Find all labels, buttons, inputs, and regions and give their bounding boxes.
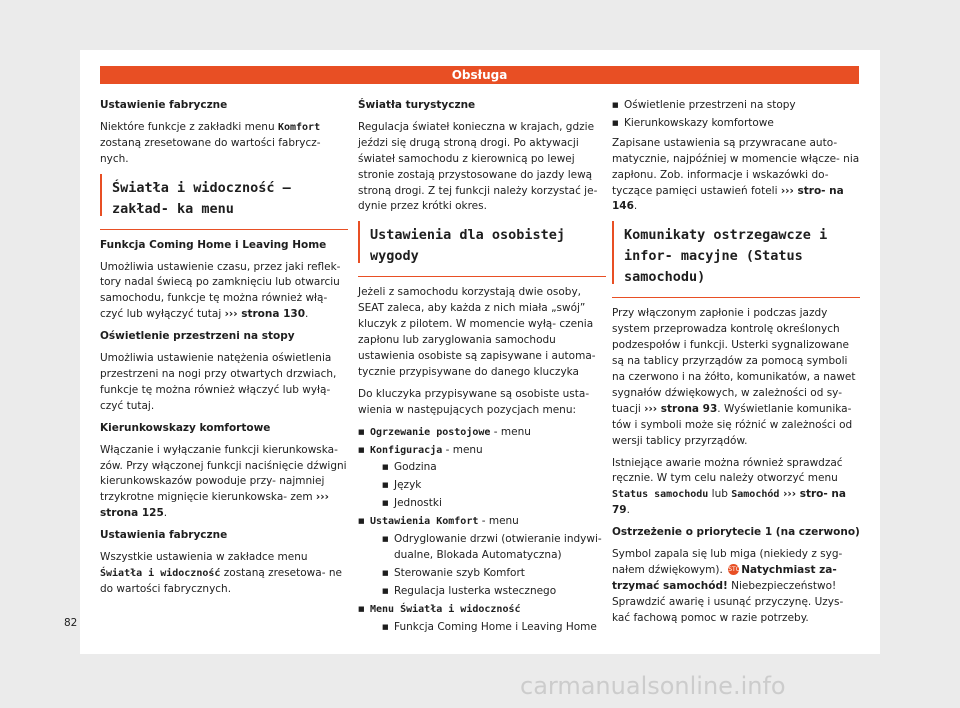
heading-ustawienie-fabryczne: Ustawienie fabryczne xyxy=(100,99,228,111)
sub-list xyxy=(370,620,606,636)
list-item: ■ Odryglowanie drzwi (otwieranie indywi- dualne, Blokada Automatyczna) xyxy=(382,532,606,564)
page-reference-link[interactable]: ››› strona 130 xyxy=(224,308,306,321)
list-item: ■ Kierunkowskazy komfortowe xyxy=(612,116,860,132)
heading-coming-home: Funkcja Coming Home i Leaving Home xyxy=(100,238,327,251)
paragraph-kluczyk: Jeżeli z samochodu korzystają dwie osoby, SEAT zaleca, aby każda z nich miała „swój” kluczyk z pilotem. W momencie wyłą- czenia zapłonu lub zaryglowania samochodu ustawienia osobiste są zapisywane i automa- tycznie przypisywane do danego kluczyka xyxy=(358,286,596,378)
paragraph-pozycje-menu: Do kluczyka przypisywane są osobiste usta- wienia w następujących pozycjach menu: xyxy=(358,387,590,416)
list-item: ■ Ogrzewanie postojowe - menu xyxy=(358,425,606,441)
column-3 xyxy=(612,98,860,633)
paragraph-priorytet-1: Symbol zapala się lub miga (niekiedy z syg- nałem dźwiękowym). STOPNatychmiast za- trzymać samochód! Niebezpieczeństwo! Sprawdzić awarię i usunąć przyczynę. Uzys- kać fachową pomoc w razie potrzeby. xyxy=(612,548,844,624)
menu-items-list xyxy=(358,425,606,636)
section-title-komunikaty: Komunikaty ostrzegawcze i infor- macyjne (Status samochodu) xyxy=(612,221,860,298)
heading-priorytet-1: Ostrzeżenie o priorytecie 1 (na czerwono) xyxy=(612,526,860,539)
list-item: ■ Jednostki xyxy=(382,496,606,512)
continued-list xyxy=(612,98,860,132)
stop-warning-icon: STOP xyxy=(728,566,745,574)
watermark: carmanualsonline.info xyxy=(520,672,786,700)
list-item: ■ Konfiguracja - menu ■ Godzina ■ Język ■ Jednostki xyxy=(358,443,606,513)
paragraph-system-kontrola: Przy włączonym zapłonie i podczas jazdy system przeprowadza kontrolę określonych podzespołów i funkcji. Usterki sygnalizowane są na tablicy przyrządów za pomocą symboli na czerwono i na żółto, komunikatów, a nawet sygnałów dźwiękowych, w zależności od sy- tuacji ››› strona 93. Wyświetlanie komunika- tów i symboli może się różnić w zależności od wersji tablicy przyrządów. xyxy=(612,307,856,447)
menu-name-komfort: Komfort xyxy=(277,121,321,133)
list-item: ■ Oświetlenie przestrzeni na stopy xyxy=(612,98,860,114)
heading-oswietlenie: Oświetlenie przestrzeni na stopy xyxy=(100,330,295,343)
page-reference-link[interactable]: ››› stro- na 79 xyxy=(612,488,846,517)
heading-kierunkowskazy: Kierunkowskazy komfortowe xyxy=(100,421,271,434)
column-1 xyxy=(100,98,348,604)
list-item: ■ Menu Światła i widoczność ■ Funkcja Coming Home i Leaving Home xyxy=(358,602,606,636)
list-item: ■ Język xyxy=(382,478,606,494)
list-item: ■ Ustawienia Komfort - menu ■ Odryglowanie drzwi (otwieranie indywi- dualne, Blokada Automatyczna) ■ Sterowanie szyb Komfort ■ Regulacja lusterka wstecznego xyxy=(358,514,606,600)
paragraph-kierunkowskazy: Włączanie i wyłączanie funkcji kierunkowska- zów. Przy włączonej funkcji naciśnięcie dźwigni kierunkowskazów powoduje przy- najmniej trzykrotne mignięcie kierunkowska- zem ››› strona 125. xyxy=(100,443,347,520)
list-item: ■ Godzina xyxy=(382,460,606,476)
page-number: 82 xyxy=(64,617,78,629)
paragraph-oswietlenie: Umożliwia ustawienie natężenia oświetlenia przestrzeni na nogi przy otwartych drzwiach, funkcje tę można również włączyć lub wyłą- czyć tutaj. xyxy=(100,352,337,412)
page-reference-link[interactable]: ››› strona 125 xyxy=(100,491,329,520)
heading-ustawienia-fabryczne: Ustawienia fabryczne xyxy=(100,529,228,542)
page-reference-link[interactable]: ››› stro- na 146 xyxy=(612,184,844,213)
section-title-osobista-wygoda: Ustawienia dla osobistej wygody xyxy=(358,221,606,277)
paragraph-awarie: Istniejące awarie można również sprawdzać ręcznie. W tym celu należy otworzyć menu Status samochodu lub Samochód ››› stro- na 79. xyxy=(612,456,846,517)
menu-name-swiatla: Światła i widoczność xyxy=(100,567,221,579)
paragraph-swiatla-turystyczne: Regulacja świateł konieczna w krajach, gdzie jeździ się drugą stroną drogi. Po aktywacji świateł samochodu z kierownicą po lewej stronie zostają przystosowane do jazdy lewą stroną drogi. Z tej funkcji należy korzystać je- dynie przez krótki okres. xyxy=(358,120,598,213)
page-reference-link[interactable]: ››› strona 93 xyxy=(644,402,718,415)
paragraph-ustawienia-fabryczne: Wszystkie ustawienia w zakładce menu Światła i widoczność zostaną zresetowa- ne do wartości fabrycznych. xyxy=(100,551,342,595)
list-item: ■ Funkcja Coming Home i Leaving Home xyxy=(382,620,606,636)
sub-list xyxy=(370,532,606,600)
paragraph-ustawienie-fabryczne: Niektóre funkcje z zakładki menu Komfort zostaną zresetowane do wartości fabrycz- nych. xyxy=(100,120,321,165)
list-item: ■ Regulacja lusterka wstecznego xyxy=(382,584,606,600)
paragraph-zapisane: Zapisane ustawienia są przywracane auto- matycznie, najpóźniej w momencie włącze- nia zapłonu. Zob. informacje i wskazówki do- tyczące pamięci ustawień foteli ››› stro- na 146. xyxy=(612,136,860,213)
list-item: ■ Sterowanie szyb Komfort xyxy=(382,566,606,582)
paragraph-coming-home: Umożliwia ustawienie czasu, przez jaki reflek- tory nadal świecą po zamknięciu lub otwarciu samochodu, funkcje tę można również włą- czyć lub wyłączyć tutaj ››› strona 130. xyxy=(100,260,341,321)
sub-list xyxy=(370,460,606,512)
section-header-banner: Obsługa xyxy=(100,66,859,84)
section-title-swiatla: Światła i widoczność – zakład- ka menu xyxy=(100,174,348,230)
column-2 xyxy=(358,98,606,639)
heading-swiatla-turystyczne: Światła turystyczne xyxy=(358,99,476,111)
